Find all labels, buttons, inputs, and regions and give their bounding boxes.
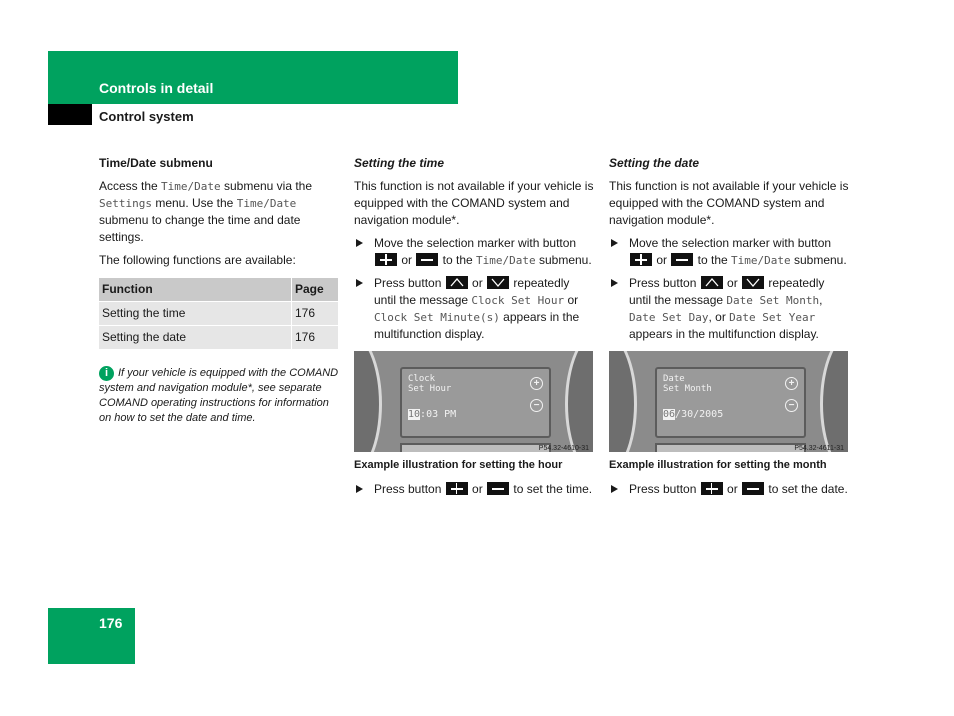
menu-term: Time/Date xyxy=(161,180,221,193)
display-illustration-time xyxy=(354,351,593,452)
step-text: to the xyxy=(694,253,732,267)
minus-button-icon xyxy=(671,253,693,266)
subsection-title: Control system xyxy=(99,109,194,124)
step-item xyxy=(609,481,849,498)
step-text: submenu. xyxy=(535,253,592,267)
info-note-text: If your vehicle is equipped with the COMAND system and navigation module*, see separate COMAND operating instructions for information on how to set the date and time. xyxy=(99,367,339,424)
minus-button-icon xyxy=(416,253,438,266)
plus-button-icon xyxy=(446,482,468,495)
functions-intro: The following functions are available: xyxy=(99,253,296,267)
page-number: 176 xyxy=(99,615,123,631)
minus-circle-icon: − xyxy=(530,399,543,412)
intro-paragraph xyxy=(99,178,339,246)
minus-circle-icon: − xyxy=(785,399,798,412)
column-setting-date xyxy=(609,155,849,504)
gauge-left xyxy=(354,351,382,452)
multifunction-display xyxy=(655,367,806,438)
illustration-code: P54.32-4610-31 xyxy=(538,445,589,452)
down-button-icon xyxy=(742,276,764,289)
step-text: or xyxy=(564,293,579,307)
step-text: Press button xyxy=(629,276,697,290)
gauge-right xyxy=(565,351,593,452)
display-message: Date Set Year xyxy=(729,311,816,324)
gauge-left xyxy=(609,351,637,452)
section-title: Controls in detail xyxy=(99,80,214,96)
step-text: or xyxy=(653,253,671,267)
step-item xyxy=(354,235,594,269)
column-time-date-submenu xyxy=(99,155,339,426)
step-text: Press button xyxy=(629,482,697,496)
illustration-caption: Example illustration for setting the month xyxy=(609,459,827,471)
step-text: Move the selection marker with button xyxy=(374,236,577,250)
intro-text: Access the xyxy=(99,179,162,193)
plus-circle-icon: + xyxy=(785,377,798,390)
display-line: Date xyxy=(663,374,685,384)
step-item xyxy=(609,275,849,343)
display-bottom-bar xyxy=(400,443,551,452)
display-illustration-date xyxy=(609,351,848,452)
display-bottom-bar xyxy=(655,443,806,452)
step-text: , xyxy=(819,293,823,307)
display-message: Clock Set Minute(s) xyxy=(374,311,500,324)
display-value-highlight: 06 xyxy=(663,409,676,420)
multifunction-display xyxy=(400,367,551,438)
table-header-row xyxy=(99,278,338,302)
table-header-cell: Page xyxy=(292,278,339,302)
display-value xyxy=(408,406,456,423)
table-cell: Setting the time xyxy=(99,302,292,326)
display-value-highlight: 10 xyxy=(408,409,421,420)
intro-text: submenu to change the time and date settings. xyxy=(99,213,301,244)
plus-button-icon xyxy=(375,253,397,266)
heading-setting-time: Setting the time xyxy=(354,156,445,170)
display-message: Clock Set Hour xyxy=(471,294,565,307)
plus-circle-icon: + xyxy=(530,377,543,390)
display-value xyxy=(663,406,723,423)
step-text: , or xyxy=(708,310,730,324)
step-text: to set the time. xyxy=(510,482,593,496)
menu-term: Time/Date xyxy=(731,254,791,267)
availability-note: This function is not available if your vehicle is equipped with the COMAND system and navigation module*. xyxy=(609,179,849,227)
step-text: to set the date. xyxy=(765,482,848,496)
display-line: Set Month xyxy=(663,384,712,394)
illustration-caption: Example illustration for setting the hour xyxy=(354,459,563,471)
column-setting-time xyxy=(354,155,594,504)
step-text: Press button xyxy=(374,482,442,496)
table-row xyxy=(99,302,338,326)
step-item xyxy=(354,481,594,498)
step-text: appears in the multifunction display. xyxy=(629,327,819,341)
display-line: Clock xyxy=(408,374,436,384)
table-cell: 176 xyxy=(292,302,339,326)
display-value-rest: /30/2005 xyxy=(675,409,724,420)
table-cell: 176 xyxy=(292,326,339,350)
step-text: repeatedly until the message xyxy=(629,276,825,307)
plus-button-icon xyxy=(701,482,723,495)
display-message: Date Set Day xyxy=(629,311,709,324)
menu-term: Settings xyxy=(99,197,152,210)
down-button-icon xyxy=(487,276,509,289)
gauge-right xyxy=(820,351,848,452)
header-tab xyxy=(48,104,92,125)
display-message: Date Set Month xyxy=(726,294,820,307)
heading-time-date-submenu: Time/Date submenu xyxy=(99,156,213,170)
display-value-rest: :03 PM xyxy=(420,409,457,420)
step-text: or xyxy=(723,482,742,496)
table-cell: Setting the date xyxy=(99,326,292,350)
table-header-cell: Function xyxy=(99,278,292,302)
info-icon: i xyxy=(99,366,114,381)
display-line: Set Hour xyxy=(408,384,452,394)
availability-note: This function is not available if your vehicle is equipped with the COMAND system and navigation module*. xyxy=(354,179,594,227)
step-text: to the xyxy=(439,253,477,267)
step-text: or xyxy=(468,276,487,290)
step-text: Press button xyxy=(374,276,442,290)
step-item xyxy=(354,275,594,343)
plus-button-icon xyxy=(630,253,652,266)
heading-setting-date: Setting the date xyxy=(609,156,700,170)
up-button-icon xyxy=(446,276,468,289)
step-text: submenu. xyxy=(790,253,847,267)
step-text: or xyxy=(468,482,487,496)
menu-term: Time/Date xyxy=(236,197,297,210)
info-note xyxy=(99,366,339,426)
intro-text: submenu via the xyxy=(220,179,313,193)
menu-term: Time/Date xyxy=(476,254,536,267)
minus-button-icon xyxy=(742,482,764,495)
functions-table xyxy=(99,278,338,350)
step-item xyxy=(609,235,849,269)
step-text: appears in the multifunction display. xyxy=(374,310,580,341)
up-button-icon xyxy=(701,276,723,289)
table-row xyxy=(99,326,338,350)
minus-button-icon xyxy=(487,482,509,495)
step-text: or xyxy=(398,253,416,267)
step-text: Move the selection marker with button xyxy=(629,236,832,250)
step-text: repeatedly until the message xyxy=(374,276,570,307)
intro-text: menu. Use the xyxy=(151,196,237,210)
step-text: or xyxy=(723,276,742,290)
illustration-code: P54.32-4611-31 xyxy=(794,445,844,452)
